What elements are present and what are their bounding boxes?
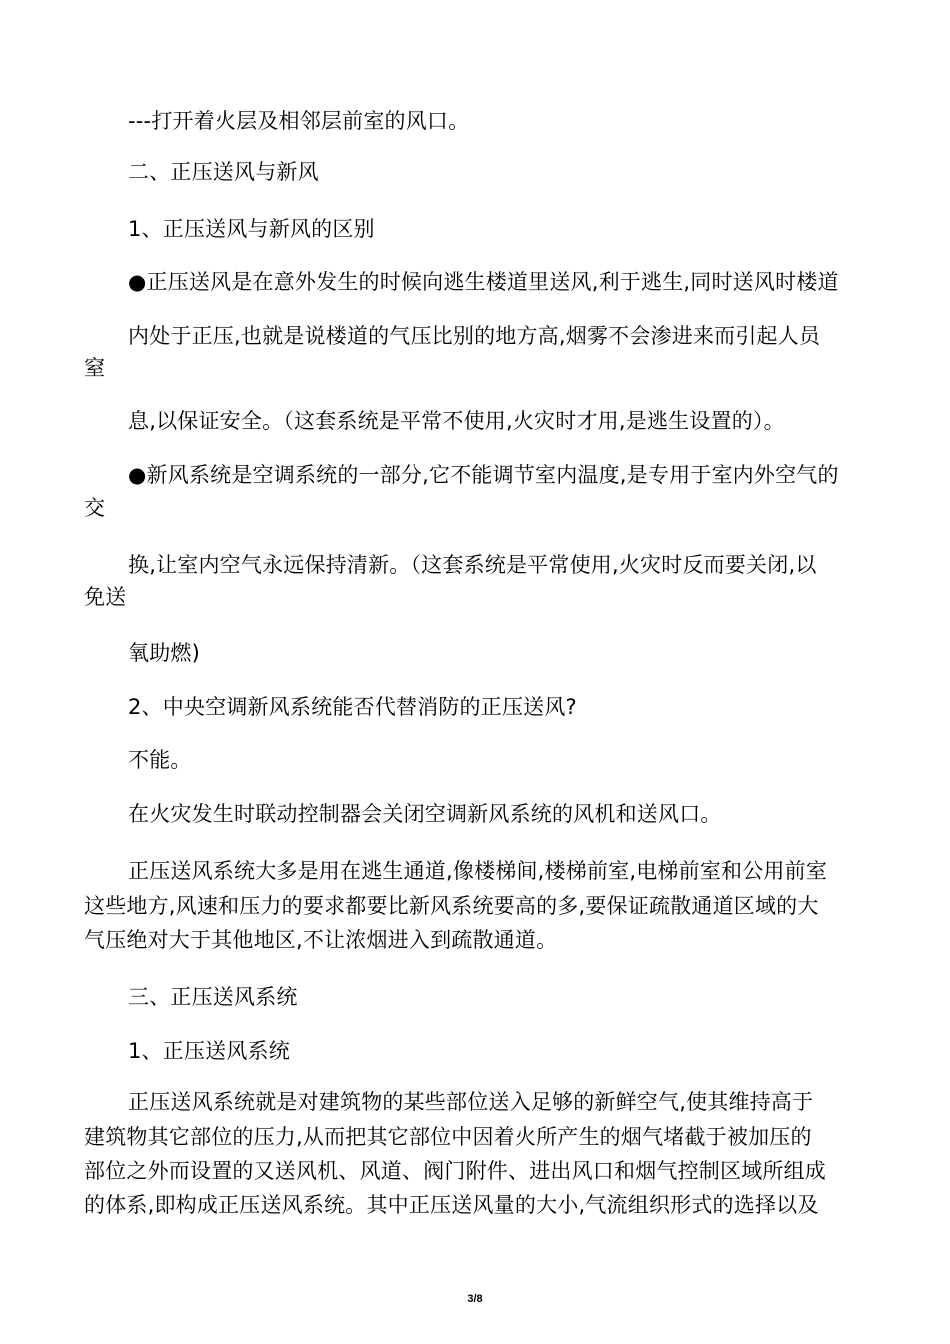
paragraph-line: 氧助燃)	[128, 641, 200, 665]
paragraph-line: 在火灾发生时联动控制器会关闭空调新风系统的风机和送风口。	[128, 802, 722, 826]
paragraph-line: 正压送风系统就是对建筑物的某些部位送入足够的新鲜空气,使其维持高于	[128, 1090, 814, 1114]
bullet-line: ●新风系统是空调系统的一部分,它不能调节室内温度,是专用于室内外空气的	[128, 463, 839, 487]
paragraph-line: 的体系,即构成正压送风系统。其中正压送风量的大小,气流组织形式的选择以及	[84, 1193, 819, 1217]
section-heading: 三、正压送风系统	[128, 985, 298, 1009]
paragraph-line: 正压送风系统大多是用在逃生通道,像楼梯间,楼梯前室,电梯前室和公用前室	[128, 859, 828, 883]
paragraph-line: 换,让室内空气永远保持清新。（这套系统是平常使用,火灾时反而要关闭,以	[128, 553, 817, 577]
bullet-line: ●正压送风是在意外发生的时候向逃生楼道里送风,利于逃生,同时送风时楼道	[128, 270, 839, 294]
paragraph-line: 不能。	[128, 748, 192, 772]
paragraph-line: 建筑物其它部位的压力,从而把其它部位中因着火所产生的烟气堵截于被加压的	[84, 1125, 812, 1149]
section-heading: 二、正压送风与新风	[128, 160, 319, 184]
paragraph-line: 部位之外而设置的又送风机、风道、阀门附件、进出风口和烟气控制区域所组成	[84, 1159, 826, 1183]
page-number: 3/8	[467, 1293, 483, 1305]
paragraph-line: 内处于正压,也就是说楼道的气压比别的地方高,烟雾不会渗进来而引起人员	[128, 324, 821, 348]
paragraph-line: 交	[84, 496, 106, 520]
paragraph-line: 免送	[84, 585, 127, 609]
subsection-heading: 1、正压送风与新风的区别	[128, 217, 375, 241]
subsection-heading: 2、中央空调新风系统能否代替消防的正压送风?	[128, 695, 577, 719]
paragraph-line: 窒	[84, 356, 106, 380]
paragraph-line: 这些地方,风速和压力的要求都要比新风系统要高的多,要保证疏散通道区域的大	[84, 894, 819, 918]
paragraph-line: 息,以保证安全。（这套系统是平常不使用,火灾时才用,是逃生设置的）。	[128, 409, 785, 433]
paragraph-line: 气压绝对大于其他地区,不让浓烟进入到疏散通道。	[84, 928, 558, 952]
subsection-heading: 1、正压送风系统	[128, 1039, 290, 1063]
paragraph-line: ---打开着火层及相邻层前室的风口。	[128, 109, 470, 133]
